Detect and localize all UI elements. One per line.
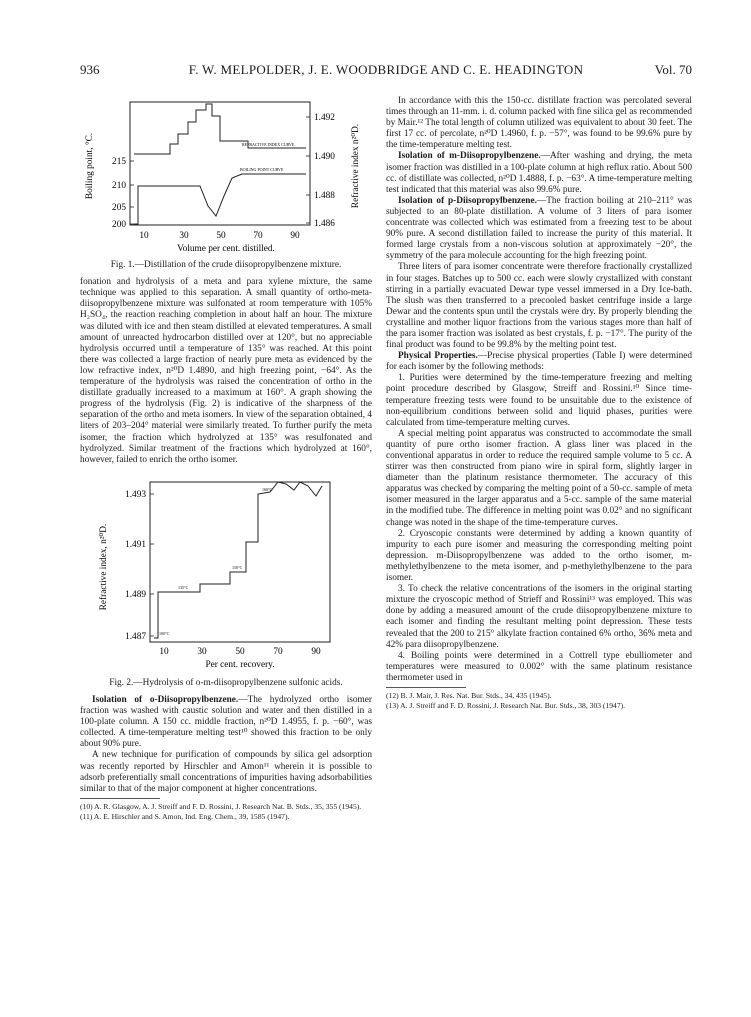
figure-1: [80, 96, 372, 271]
x-axis-label: Volume per cent. distilled.: [177, 244, 275, 254]
body-paragraph: 1. Purities were determined by the time-temperature freezing and melting point procedure described by Glasgow, Streiff and Rossini.¹⁰ Since time-temperature freezing tests were found to be unsuitable due to the existence of non-equilibrium conditions between solid and liquid phases, purities were calculated from time-temperature melting curves.: [386, 373, 692, 428]
y-axis-label: Refractive index, n²⁰D.: [99, 523, 109, 611]
y-right-axis-label: Refractive index n²⁰D.: [351, 123, 361, 209]
figure-2: [80, 472, 372, 689]
temp-label-160: 160°C: [262, 486, 273, 492]
body-paragraph: —The hydrolyzed ortho isomer fraction was washed with caustic solution and water and then distilled in a 100-plate column. A 150 cc. middle fraction, n²⁰D 1.4955, f. p. −60°, was collected. A time-temperature melting test¹⁰ showed this fraction to be only about 90% pure.: [80, 694, 372, 750]
right-tick-1490: 1.490: [314, 152, 335, 162]
body-paragraph: In accordance with this the 150-cc. distillate fraction was percolated several times through an 11-mm. i. d. column packed with fine silica gel as recommended by Mair.¹² The total length of column utilized was equivalent to about 30 feet. The first 17 cc. of percolate, n²⁰D 1.4960, f. p. −57°, was found to be 99.6% pure by the time-temperature melting test.: [386, 96, 692, 151]
running-authors: F. W. MELPOLDER, J. E. WOODBRIDGE AND C. E. HEADINGTON: [188, 62, 584, 77]
body-paragraph: 4. Boiling points were determined in a Cottrell type ebulliometer and temperatures were measured to 0.002° with the same platinum resistance thermometer used in: [386, 650, 692, 683]
x-tick-50: 50: [216, 231, 226, 241]
x-tick-50: 50: [235, 646, 245, 657]
figure-2-caption: Fig. 2.—Hydrolysis of o-m-diisopropylbenzene sulfonic acids.: [109, 677, 343, 688]
x-tick-70: 70: [253, 231, 263, 241]
right-tick-1492: 1.492: [314, 113, 335, 123]
body-paragraph: —Precise physical properties (Table I) were determined for each isomer by the following methods:: [386, 351, 692, 373]
figure-2-plot: [80, 472, 372, 672]
footnote-rule: [80, 798, 160, 799]
section-heading-para: Isolation of p-Diisopropylbenzene.: [398, 195, 537, 206]
temp-label-150: 150°C: [232, 564, 243, 570]
footnote-13: (13) A. J. Streiff and F. D. Rossini, J. Research Nat. Bur. Stds., 38, 303 (1947).: [386, 701, 626, 711]
footnote-rule: [386, 687, 466, 688]
y-tick-1489: 1.489: [125, 589, 146, 600]
figure-1-caption: Fig. 1.—Distillation of the crude diisopropylbenzene mixture.: [110, 260, 342, 271]
running-header: [80, 62, 692, 80]
body-paragraph: 2. Cryoscopic constants were determined by adding a known quantity of impurity to each pure isomer and measuring the corresponding melting point depression. m-Diisopropylbenzene was added to the ortho isomer, m-methylethylbenzene to the meta isomer, and p-methylethylbenzene to the para isomer.: [386, 528, 692, 584]
body-paragraph: 3. To check the relative concentrations of the isomers in the original starting mixture the cryoscopic method of Strieff and Rossini¹³ was employed. This was done by adding a measured amount of the crude diisopropylbenzene mixture to each isomer and finding the resultant melting point depression. These tests revealed that the 200 to 215° alkylate fraction contained 6% ortho, 36% meta and 42% para diisopropylbenzene.: [386, 584, 692, 650]
footnote-12: (12) B. J. Mair, J. Res. Nat. Bur. Stds., 34, 435 (1945).: [386, 690, 552, 700]
body-paragraph: A special melting point apparatus was constructed to accommodate the small quantity of pure ortho isomer fraction. A glass liner was placed in the conventional apparatus in order to reduce the required sample volume to 5 cc. A stirrer was then constructed from piano wire in spiral form, slightly larger in diameter than the platinum resistance thermometer. The accuracy of this apparatus was checked by comparing the melting point of a 50-cc. sample of meta isomer measured in the larger apparatus and a 5-cc. sample of the same material in the modified tube. The difference in melting point was 0.02° and no significant change was noted in the shape of the time-temperature curves.: [386, 428, 692, 528]
x-axis-label: Per cent. recovery.: [205, 659, 275, 670]
right-tick-1486: 1.486: [314, 219, 335, 229]
x-tick-70: 70: [273, 646, 283, 657]
y-left-axis-label: Boiling point, °C.: [85, 132, 95, 200]
x-tick-90: 90: [290, 231, 300, 241]
body-paragraph: —After washing and drying, the meta isomer fraction was distilled in a 100-plate column at high reflux ratio. About 500 cc. of distillate was collected, n²⁰D 1.4888, f. p. −63°. A time-temperature melting test indicated that this material was also 99.6% pure.: [386, 151, 693, 195]
section-heading-ortho: Isolation of o-Diisopropylbenzene.: [92, 694, 239, 705]
left-column: [80, 96, 372, 822]
x-tick-10: 10: [159, 646, 169, 657]
footnotes: [386, 691, 692, 711]
body-paragraph: fonation and hydrolysis of a meta and para xylene mixture, the same technique was applied to this separation. A small quantity of ortho-meta-diisopropylbenzene mixture was sulfonated at room temperature with 105% H₂SO₄, the reaction reaching completion in about half an hour. The mixture was diluted with ice and then steam distilled at elevated temperatures. A small amount of unreacted hydrocarbon distilled over at 120°, but no appreciable hydrolysis occurred until a temperature of 135° was reached. At this point there was collected a large fraction of nearly pure meta as evidenced by the low refractive index, n²⁰D 1.4890, and high freezing point, −64°. As the temperature of the hydrolysis was raised the concentration of ortho in the distillate gradually increased to a maximum at 160°. A graph showing the progress of the hydrolysis (Fig. 2) is indicative of the sharpness of the separation of the ortho and meta isomers. In view of the separation obtained, 4 liters of 203–204° material were similarly treated. To further purify the meta isomer, the fraction which hydrolyzed at 135° was resulfonated and hydrolyzed. Similar treatment of the fractions which hydrolyzed at 160°, however, failed to enrich the ortho isomer.: [80, 277, 372, 465]
body-paragraph: A new technique for purification of compounds by silica gel adsorption was recently reported by Hirschler and Amon¹¹ wherein it is possible to adsorb preferentially small concentrations of impurities having adsorbabilities similar to that of the major component at higher concentrations.: [80, 750, 372, 794]
right-tick-1488: 1.488: [314, 191, 335, 201]
body-paragraph: —The fraction boiling at 210–211° was subjected to an 80-plate distillation. A volume of 3 liters of para isomer concentrate was collected which was estimated from a freezing test to be about 90% pure. A second distillation failed to increase the purity of this material. It formed large crystals from a non-viscous solution at approximately −20°, the symmetry of the para molecule accounting for the high freezing point.: [386, 195, 692, 262]
body-paragraph: Three liters of para isomer concentrate were therefore fractionally crystallized in four stages. Batches up to 500 cc. each were slowly crystallized with constant stirring in a partially evacuated Dewar type vessel immersed in a Dry Ice-bath. The slush was then transferred to a precooled basket centrifuge inside a large Dewar and the contents spun until the crystals were dry. By properly blending the crystalline and mother liquor fractions from the various stages more than half of the para isomer fraction was isolated as best crystals, f. p. −17°. The purity of the final product was found to be 99.8% by the melting point test.: [386, 262, 692, 351]
footnote-11: (11) A. E. Hirschler and S. Amon, Ind. Eng. Chem., 39, 1585 (1947).: [80, 812, 290, 822]
x-tick-30: 30: [179, 231, 189, 241]
left-tick-210: 210: [112, 181, 126, 191]
y-tick-1491: 1.491: [125, 539, 146, 550]
temp-label-100: 100°C: [159, 630, 170, 636]
footnotes: [80, 802, 372, 822]
x-tick-30: 30: [197, 646, 207, 657]
left-tick-200: 200: [112, 220, 126, 230]
ri-curve-label: REFRACTIVE INDEX CURVE: [242, 142, 295, 147]
page-number: 936: [80, 62, 100, 77]
x-tick-10: 10: [139, 231, 149, 241]
right-column: [386, 96, 692, 712]
section-heading-meta: Isolation of m-Diisopropylbenzene.: [398, 151, 541, 162]
temp-label-135: 135°C: [178, 584, 189, 590]
section-heading-physical: Physical Properties.: [398, 351, 478, 362]
y-tick-1487: 1.487: [125, 631, 146, 642]
left-tick-205: 205: [112, 203, 126, 213]
bp-curve-label: BOILING POINT CURVE: [240, 167, 284, 172]
volume-number: Vol. 70: [654, 62, 692, 77]
left-tick-215: 215: [112, 157, 126, 167]
figure-1-plot: [80, 96, 372, 266]
y-tick-1493: 1.493: [125, 489, 146, 500]
x-tick-90: 90: [311, 646, 321, 657]
footnote-10: (10) A. R. Glasgow, A. J. Streiff and F. D. Rossini, J. Research Nat. B. Stds., 35, 355 (1945).: [80, 801, 362, 811]
